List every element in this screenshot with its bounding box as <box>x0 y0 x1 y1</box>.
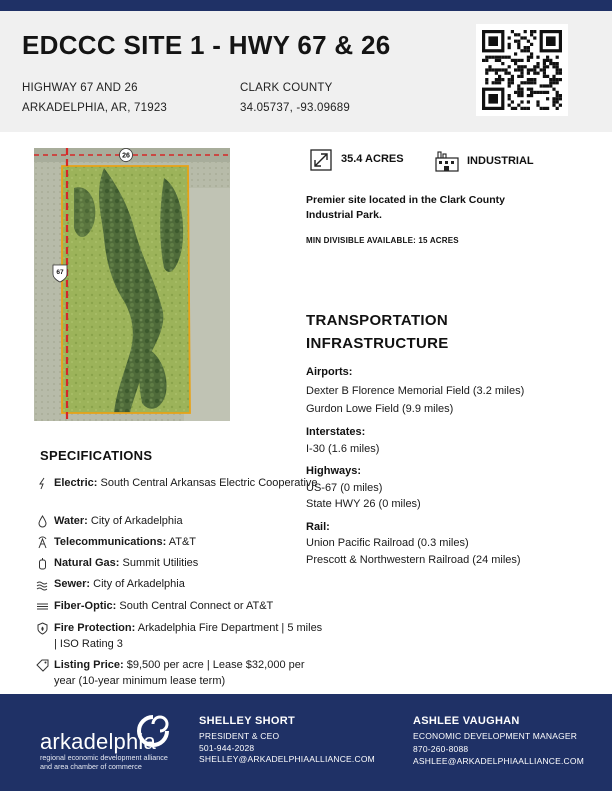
zoning-stat: INDUSTRIAL <box>467 155 534 167</box>
contact1-name: SHELLEY SHORT <box>199 715 295 727</box>
qr-code[interactable] <box>476 24 568 116</box>
interstate-item: I-30 (1.6 miles) <box>306 443 380 455</box>
footer <box>0 694 612 791</box>
transportation-title: TRANSPORTATION INFRASTRUCTURE <box>306 312 449 352</box>
contact1-phone[interactable]: 501-944-2028 <box>199 743 255 753</box>
min-divisible: MIN DIVISIBLE AVAILABLE: 15 ACRES <box>306 236 459 245</box>
spec-electric <box>36 476 326 492</box>
spec-label: Fiber-Optic: <box>54 600 117 612</box>
contact2-title: ECONOMIC DEVELOPMENT MANAGER <box>413 731 578 741</box>
hwy-67-shield: 67 <box>56 269 64 276</box>
contact1-title: PRESIDENT & CEO <box>199 731 280 741</box>
spec-value: South Central Arkansas Electric Cooperative <box>100 477 318 489</box>
spec-label: Natural Gas: <box>54 557 120 569</box>
expand-arrows-icon <box>310 149 332 171</box>
contact2-name: ASHLEE VAUGHAN <box>413 715 520 727</box>
spec-value: Arkadelphia Fire Department | 5 miles | ISO Rating 3 <box>54 622 323 650</box>
gas-tank-icon <box>36 557 49 570</box>
aerial-site-photo <box>34 148 230 421</box>
fiber-cable-icon <box>36 600 49 613</box>
logo-subtitle-1: regional economic development alliance <box>40 753 168 762</box>
spec-natural-gas <box>36 556 326 572</box>
spec-value: City of Arkadelphia <box>93 578 185 590</box>
spec-sewer <box>36 577 326 593</box>
spec-label: Listing Price: <box>54 659 124 671</box>
spec-telecom <box>36 535 326 551</box>
highway-item: State HWY 26 (0 miles) <box>306 498 421 510</box>
interstates-label: Interstates: <box>306 426 366 438</box>
contact2-phone[interactable]: 870-260-8088 <box>413 744 469 754</box>
spec-value: City of Arkadelphia <box>90 515 183 527</box>
address-line-2: ARKADELPHIA, AR, 71923 <box>22 102 168 114</box>
spec-listing-price <box>36 658 326 689</box>
factory-icon <box>435 150 459 172</box>
spec-water <box>36 514 326 530</box>
airport-item: Gurdon Lowe Field (9.9 miles) <box>306 403 454 415</box>
spec-label: Water: <box>54 515 88 527</box>
acreage-stat: 35.4 ACRES <box>341 153 404 165</box>
rail-item: Union Pacific Railroad (0.3 miles) <box>306 537 469 549</box>
county-label: CLARK COUNTY <box>240 82 333 94</box>
hwy-26-shield: 26 <box>122 152 130 160</box>
antenna-tower-icon <box>36 536 49 549</box>
address-line-1: HIGHWAY 67 AND 26 <box>22 82 138 94</box>
airports-label: Airports: <box>306 366 353 378</box>
spec-value: $9,500 per acre | Lease $32,000 per year (10-year minimum lease term) <box>54 659 305 687</box>
spec-fiber-optic <box>36 599 326 615</box>
rail-label: Rail: <box>306 521 330 533</box>
spec-value: AT&T <box>168 536 197 548</box>
highways-label: Highways: <box>306 465 362 477</box>
spec-label: Fire Protection: <box>54 622 136 634</box>
water-drop-icon <box>36 515 49 528</box>
specifications-title: SPECIFICATIONS <box>40 448 153 463</box>
spec-label: Electric: <box>54 477 98 489</box>
page-title: EDCCC SITE 1 - HWY 67 & 26 <box>22 30 391 60</box>
contact2-email[interactable]: ASHLEE@ARKADELPHIAALLIANCE.COM <box>413 756 584 766</box>
logo-subtitle-2: and area chamber of commerce <box>40 762 142 771</box>
rail-item: Prescott & Northwestern Railroad (24 miles) <box>306 554 521 566</box>
coordinates-label: 34.05737, -93.09689 <box>240 102 350 114</box>
fire-shield-icon <box>36 622 49 635</box>
site-description: Premier site located in the Clark County Industrial Park. <box>306 194 505 221</box>
spec-label: Telecommunications: <box>54 536 167 548</box>
top-stripe <box>0 0 612 11</box>
logo-wordmark: arkadelphia <box>40 729 156 754</box>
airport-item: Dexter B Florence Memorial Field (3.2 miles) <box>306 385 525 397</box>
spec-label: Sewer: <box>54 578 91 590</box>
spec-fire-protection <box>36 621 326 652</box>
lightning-icon <box>36 477 49 490</box>
contact1-email[interactable]: SHELLEY@ARKADELPHIAALLIANCE.COM <box>199 754 375 764</box>
highway-item: US-67 (0 miles) <box>306 482 383 494</box>
spec-value: Summit Utilities <box>122 557 199 569</box>
sewer-waves-icon <box>36 578 49 591</box>
spec-value: South Central Connect or AT&T <box>119 600 274 612</box>
price-tag-icon <box>36 659 49 672</box>
header-band <box>0 11 612 132</box>
